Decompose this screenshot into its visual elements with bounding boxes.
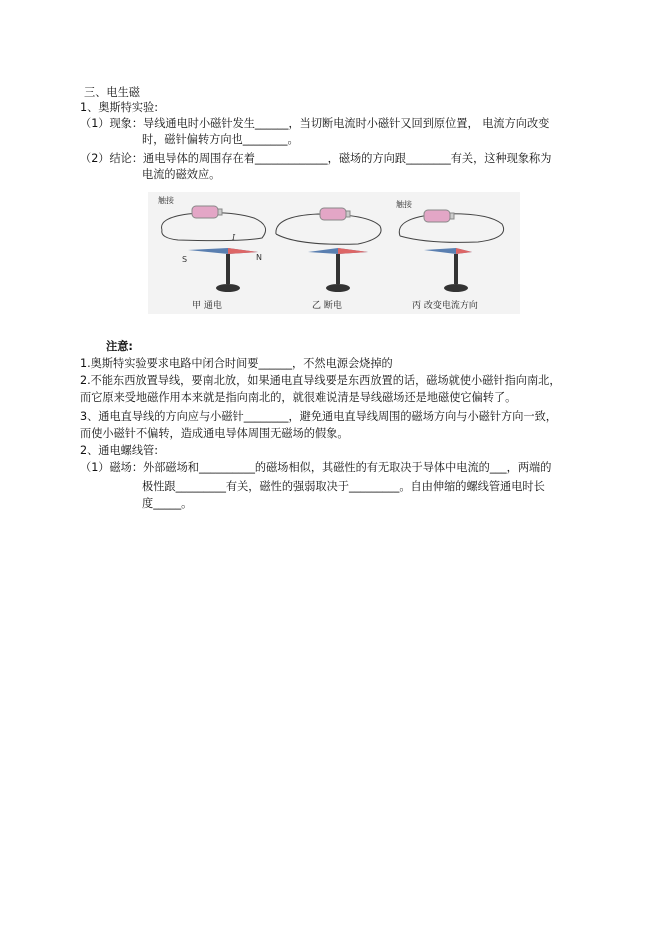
note-1: 1.奥斯特实验要求电路中闭合时间要______，不然电源会烧掉的 (80, 357, 393, 370)
caption-a: 甲 通电 (192, 301, 222, 311)
caption-b: 乙 断电 (312, 301, 342, 311)
oersted-heading: 1、奥斯特实验: (80, 101, 159, 114)
n-label: N (256, 253, 262, 262)
conclusion-line-2: 电流的磁效应。 (142, 168, 221, 181)
s-label: S (182, 255, 188, 264)
section-title: 三、电生磁 (84, 86, 140, 99)
note-2-line-1: 2.不能东西放置导线，要南北放，如果通电直导线要是东西放置的话，磁场就使小磁针指向南北， (80, 374, 561, 387)
caption-c: 丙 改变电流方向 (412, 301, 478, 311)
phenomenon-line-2: 时，磁针偏转方向也________。 (142, 133, 299, 146)
solenoid-line-2: 极性跟_________有关，磁性的强弱取决于_________。自由伸缩的螺线管通电时长 (142, 480, 545, 493)
oersted-experiment-figure (148, 192, 520, 314)
current-label: I (232, 233, 236, 242)
notes-heading: 注意: (106, 340, 133, 353)
solenoid-heading: 2、通电螺线管: (80, 444, 159, 457)
note-3-line-1: 3、通电直导线的方向应与小磁针________，避免通电直导线周围的磁场方向与小磁针方向一致， (80, 410, 557, 423)
touch-label-3: 触接 (396, 200, 412, 209)
touch-label-1: 触接 (158, 196, 174, 205)
solenoid-line-3: 度_____。 (142, 497, 193, 510)
note-3-line-2: 而使小磁针不偏转，造成通电导体周围无磁场的假象。 (80, 427, 349, 440)
note-2-line-2: 而它原来受地磁作用本来就是指向南北的，就很难说清是导线磁场还是地磁使它偏转了。 (80, 391, 517, 404)
conclusion-line-1: （2）结论：通电导体的周围存在着_____________，磁场的方向跟________有关，这种现象称为 (80, 152, 552, 165)
solenoid-line-1: （1）磁场：外部磁场和__________的磁场相似，其磁性的有无取决于导体中电流的___，两端的 (80, 461, 552, 474)
phenomenon-line-1: （1）现象：导线通电时小磁针发生______，当切断电流时小磁针又回到原位置， 电流方向改变 (80, 117, 550, 130)
